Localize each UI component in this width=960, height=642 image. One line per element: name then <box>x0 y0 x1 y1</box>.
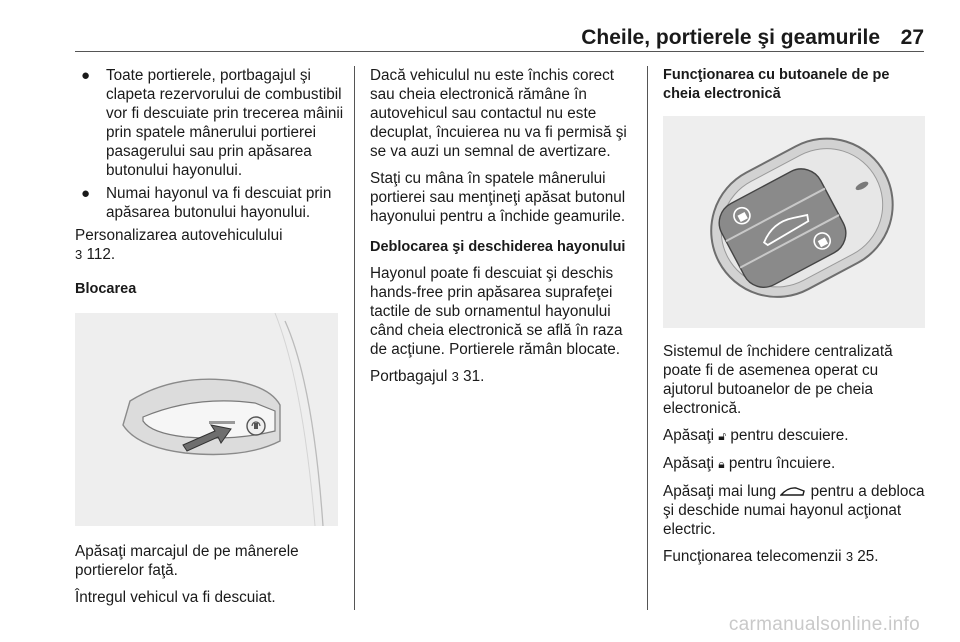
column-1 <box>75 66 345 615</box>
remote-ref-paragraph: Funcţionarea telecomenzii 3 25. <box>663 548 879 565</box>
list-item: ● Numai hayonul va fi descuiat prin apăsarea butonului hayonului. <box>81 185 332 221</box>
lock-icon: 🔒︎ <box>718 457 725 471</box>
page-ref-link[interactable]: 31. <box>463 368 485 385</box>
tailgate-icon <box>780 483 806 500</box>
bullet-dot: ● <box>81 67 91 84</box>
section-heading-tailgate: Deblocarea şi deschiderea hayonului <box>370 239 626 255</box>
paragraph: Staţi cu mâna în spatele mânerului portierei sau menţineţi apăsat butonul hayonului pentru a închide geamurile. <box>370 170 626 225</box>
section-heading-lock: Blocarea <box>75 281 137 297</box>
list-item: ● Toate portierele, portbagajul şi clapeta rezervorului de combustibil vor fi descuiate prin trecerea mâinii prin spatele mânerului portierei pasagerului sau prin apăsarea butonului hayonului. <box>81 67 344 179</box>
caption-press-handle: Apăsaţi marcajul de pe mânerele portierelor faţă. <box>75 543 299 579</box>
personalize-paragraph: Personalizarea autovehiculului 3 112. <box>75 227 283 263</box>
electronic-key-illustration <box>663 116 925 328</box>
paragraph: Hayonul poate fi descuiat şi deschis hands-free prin apăsarea suprafeţei tactile de sub ornamentul hayonului când cheia electronică se află în raza de acţiune. Portierele rămân blocate. <box>370 265 623 358</box>
page-ref-link[interactable]: 25. <box>857 548 879 565</box>
lock-instruction: Apăsaţi 🔒︎ pentru încuiere. <box>663 455 836 472</box>
door-handle-illustration <box>75 313 338 526</box>
column-2 <box>370 66 640 394</box>
page-ref-arrow-icon: 3 <box>845 549 854 564</box>
page-number: 27 <box>900 26 924 49</box>
column-divider-2 <box>647 66 648 610</box>
unlock-icon: 🔓︎ <box>718 429 727 443</box>
watermark: carmanualsonline.info <box>728 614 920 635</box>
bullet-list <box>75 66 345 222</box>
header-rule <box>75 51 924 52</box>
unlock-instruction: Apăsaţi 🔓︎ pentru descuiere. <box>663 427 849 444</box>
page-title: Cheile, portierele şi geamurile <box>581 26 880 49</box>
tailgate-instruction: Apăsaţi mai lung pentru a debloca şi deschide numai hayonul acţionat electric. <box>663 483 925 538</box>
page-ref-arrow-icon: 3 <box>75 247 83 262</box>
section-heading-key-buttons: Funcţionarea cu butoanele de pe cheia electronică <box>663 67 890 102</box>
page-ref-link[interactable]: 112. <box>86 246 116 263</box>
column-divider-1 <box>354 66 355 610</box>
paragraph: Dacă vehiculul nu este închis corect sau cheia electronică rămâne în autovehicul sau contactul nu este decuplat, încuierea nu va fi permisă şi se va auzi un semnal de avertizare. <box>370 67 627 160</box>
column-3 <box>663 66 925 574</box>
bullet-dot: ● <box>81 185 91 202</box>
trunk-ref-paragraph: Portbagajul 3 31. <box>370 368 485 385</box>
caption-unlocked: Întregul vehicul va fi descuiat. <box>75 589 276 606</box>
paragraph: Sistemul de închidere centralizată poate fi de asemenea operat cu ajutorul butoanelor de pe cheia electronică. <box>663 343 893 417</box>
page-ref-arrow-icon: 3 <box>451 369 459 384</box>
